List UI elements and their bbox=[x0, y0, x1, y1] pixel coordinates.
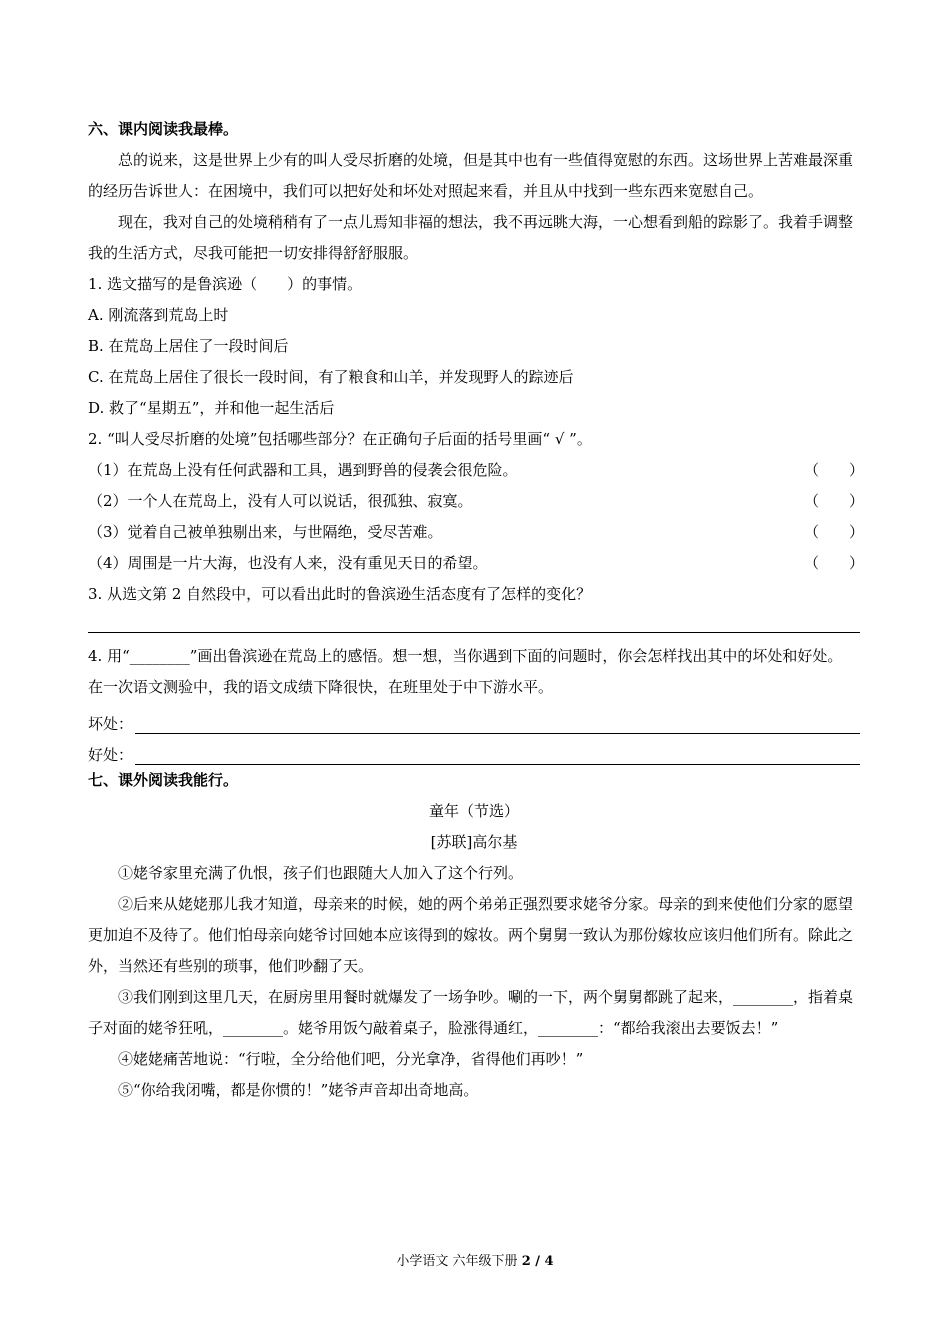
question-3-answer-line[interactable] bbox=[88, 610, 860, 633]
question-2-item bbox=[88, 455, 865, 486]
answer-parentheses[interactable]: （ ） bbox=[804, 554, 865, 572]
article-title: 童年（节选） bbox=[428, 802, 519, 820]
answer-parentheses[interactable]: （ ） bbox=[804, 461, 865, 479]
bad-side-answer[interactable] bbox=[88, 703, 860, 734]
question-2-item bbox=[88, 486, 865, 517]
question-1: 1. 选文描写的是鲁滨逊（ ）的事情。 bbox=[88, 275, 363, 293]
answer-parentheses[interactable]: （ ） bbox=[804, 523, 865, 541]
article-author: [苏联]高尔基 bbox=[430, 833, 518, 851]
question-1-option-b: B. 在荒岛上居住了一段时间后 bbox=[88, 337, 289, 355]
passage-paragraph-2: 现在，我对自己的处境稍稍有了一点儿焉知非福的想法，我不再远眺大海，一心想看到船的踪影了。我着手调整我的生活方式，尽我可能把一切安排得舒舒服服。 bbox=[88, 213, 854, 262]
question-1-option-a: A. 刚流落到荒岛上时 bbox=[88, 306, 229, 324]
question-2-item bbox=[88, 517, 865, 548]
good-side-answer-line[interactable] bbox=[135, 744, 860, 765]
question-2-item bbox=[88, 548, 865, 579]
question-2-item-text: （2）一个人在荒岛上，没有人可以说话，很孤独、寂寞。 bbox=[88, 492, 473, 510]
question-4-context: 在一次语文测验中，我的语文成绩下降很快，在班里处于中下游水平。 bbox=[88, 678, 554, 696]
question-2-item-text: （3）觉着自己被单独剔出来，与世隔绝，受尽苦难。 bbox=[88, 523, 443, 541]
section-7-title: 七、课外阅读我能行。 bbox=[88, 771, 239, 789]
question-1-option-d: D. 救了“星期五”，并和他一起生活后 bbox=[88, 399, 335, 417]
question-4: 4. 用“________”画出鲁滨逊在荒岛上的感悟。想一想，当你遇到下面的问题时，你会怎样找出其中的坏处和好处。 bbox=[88, 647, 843, 665]
article-paragraph-5: ⑤“你给我闭嘴，都是你惯的！”姥爷声音却出奇地高。 bbox=[118, 1081, 479, 1099]
answer-parentheses[interactable]: （ ） bbox=[804, 492, 865, 510]
good-side-label: 好处： bbox=[88, 746, 134, 764]
article-paragraph-3: ③我们刚到这里几天，在厨房里用餐时就爆发了一场争吵。唰的一下，两个舅舅都跳了起来，________，指着桌子对面的姥爷狂吼，________。姥爷用饭勺敲着桌子，脸涨得通红，________：“都给我滚出去要饭去！” bbox=[88, 988, 854, 1037]
question-2-item-text: （1）在荒岛上没有任何武器和工具，遇到野兽的侵袭会很危险。 bbox=[88, 461, 518, 479]
question-1-option-c: C. 在荒岛上居住了很长一段时间，有了粮食和山羊，并发现野人的踪迹后 bbox=[88, 368, 574, 386]
question-3: 3. 从选文第 2 自然段中，可以看出此时的鲁滨逊生活态度有了怎样的变化？ bbox=[88, 585, 592, 603]
bad-side-answer-line[interactable] bbox=[135, 713, 860, 734]
page-number: 2 / 4 bbox=[521, 1254, 554, 1269]
passage-paragraph-1: 总的说来，这是世界上少有的叫人受尽折磨的处境，但是其中也有一些值得宽慰的东西。这场世界上苦难最深重的经历告诉世人：在困境中，我们可以把好处和坏处对照起来看，并且从中找到一些东西来宽慰自己。 bbox=[88, 151, 854, 200]
article-paragraph-2: ②后来从姥姥那儿我才知道，母亲来的时候，她的两个弟弟正强烈要求姥爷分家。母亲的到来使他们分家的愿望更加迫不及待了。他们怕母亲向姥爷讨回她本应该得到的嫁妆。两个舅舅一致认为那份嫁妆应该归他们所有。除此之外，当然还有些别的琐事，他们吵翻了天。 bbox=[88, 895, 854, 975]
footer-subject: 小学语文 六年级下册 bbox=[396, 1254, 518, 1269]
article-paragraph-1: ①姥爷家里充满了仇恨，孩子们也跟随大人加入了这个行列。 bbox=[118, 864, 524, 882]
page-footer bbox=[0, 1250, 950, 1269]
article-paragraph-4: ④姥姥痛苦地说：“行啦，全分给他们吧，分光拿净，省得他们再吵！” bbox=[118, 1050, 584, 1068]
question-2-item-text: （4）周围是一片大海，也没有人来，没有重见天日的希望。 bbox=[88, 554, 488, 572]
document-page bbox=[88, 114, 865, 1106]
good-side-answer[interactable] bbox=[88, 734, 860, 765]
bad-side-label: 坏处： bbox=[88, 715, 134, 733]
section-6-title: 六、课内阅读我最棒。 bbox=[88, 120, 239, 138]
question-2: 2. “叫人受尽折磨的处境”包括哪些部分？在正确句子后面的括号里画“ √ ”。 bbox=[88, 430, 592, 448]
